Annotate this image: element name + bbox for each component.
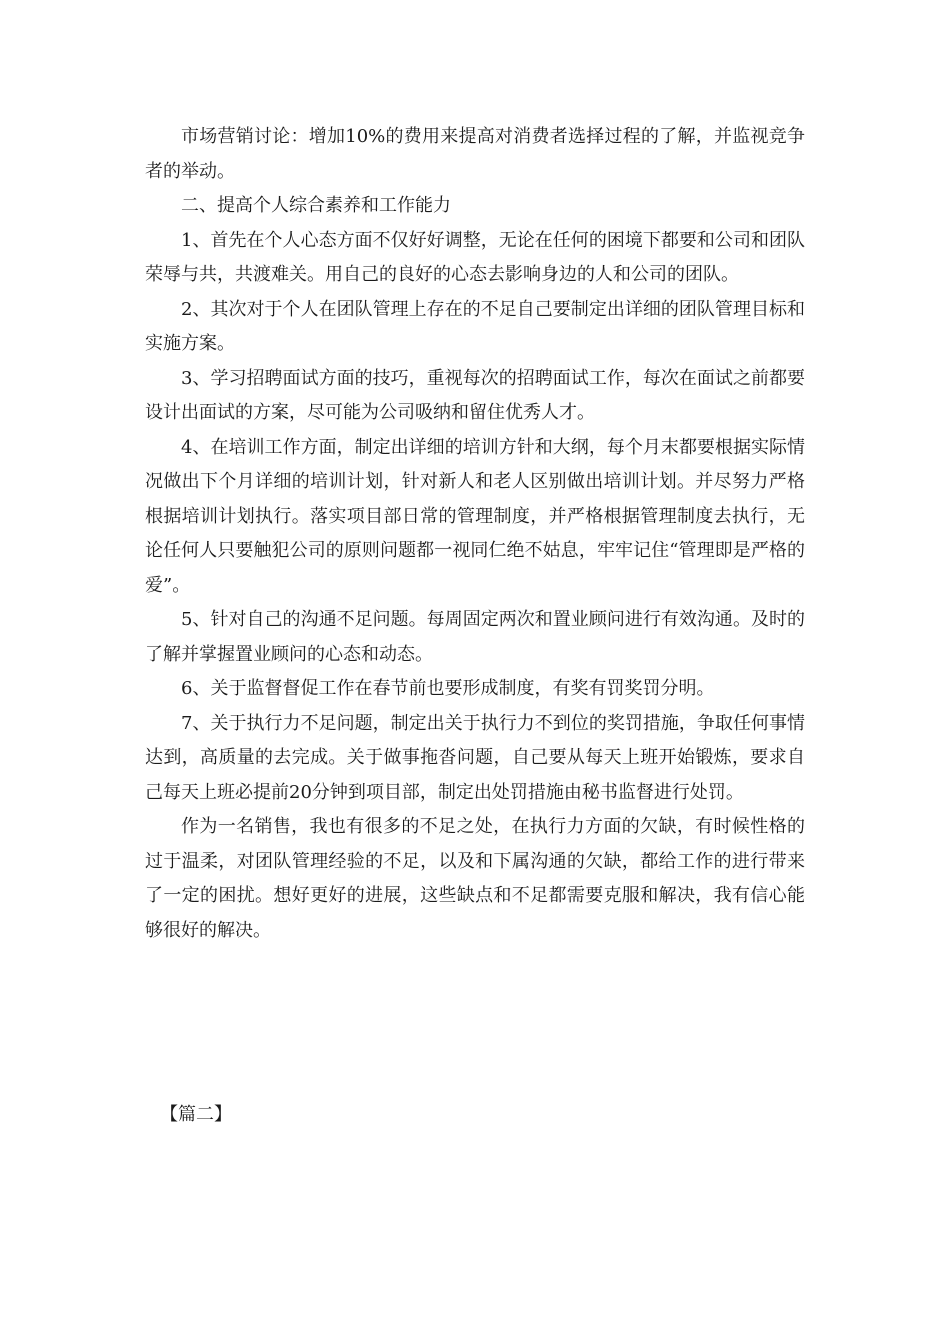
paragraph-conclusion: 作为一名销售，我也有很多的不足之处，在执行力方面的欠缺，有时候性格的过于温柔，对团队管理经验的不足，以及和下属沟通的欠缺，都给工作的进行带来了一定的困扰。想好更好的进展，这些缺点和不足都需要克服和解决，我有信心能够很好的解决。: [145, 816, 805, 941]
section-heading: 【篇二】: [160, 1104, 232, 1125]
paragraph-item-7: 7、关于执行力不足问题，制定出关于执行力不到位的奖罚措施，争取任何事情达到，高质量的去完成。关于做事拖沓问题，自己要从每天上班开始锻炼，要求自己每天上班必提前20分钟到项目部，制定出处罚措施由秘书监督进行处罚。: [145, 712, 805, 803]
paragraph-item-4: 4、在培训工作方面，制定出详细的培训方针和大纲，每个月末都要根据实际情况做出下个月详细的培训计划，针对新人和老人区别做出培训计划。并尽努力严格根据培训计划执行。落实项目部日常的管理制度，并严格根据管理制度去执行，无论任何人只要触犯公司的原则问题都一视同仁绝不姑息，牢牢记住“管理即是严格的爱”。: [145, 436, 805, 596]
paragraph-item-2: 2、其次对于个人在团队管理上存在的不足自己要制定出详细的团队管理目标和实施方案。: [145, 298, 805, 354]
paragraph-item-5: 5、针对自己的沟通不足问题。每周固定两次和置业顾问进行有效沟通。及时的了解并掌握置业顾问的心态和动态。: [145, 609, 805, 665]
document-body: [145, 120, 805, 948]
paragraph-heading-2: 二、提高个人综合素养和工作能力: [181, 195, 451, 216]
paragraph-item-6: 6、关于监督督促工作在春节前也要形成制度，有奖有罚奖罚分明。: [181, 678, 715, 699]
paragraph-item-3: 3、学习招聘面试方面的技巧，重视每次的招聘面试工作，每次在面试之前都要设计出面试的方案，尽可能为公司吸纳和留住优秀人才。: [145, 367, 805, 423]
paragraph-item-1: 1、首先在个人心态方面不仅好好调整，无论在任何的困境下都要和公司和团队荣辱与共，共渡难关。用自己的良好的心态去影响身边的人和公司的团队。: [145, 229, 805, 285]
paragraph-marketing: 市场营销讨论：增加10%的费用来提高对消费者选择过程的了解，并监视竞争者的举动。: [145, 126, 805, 182]
